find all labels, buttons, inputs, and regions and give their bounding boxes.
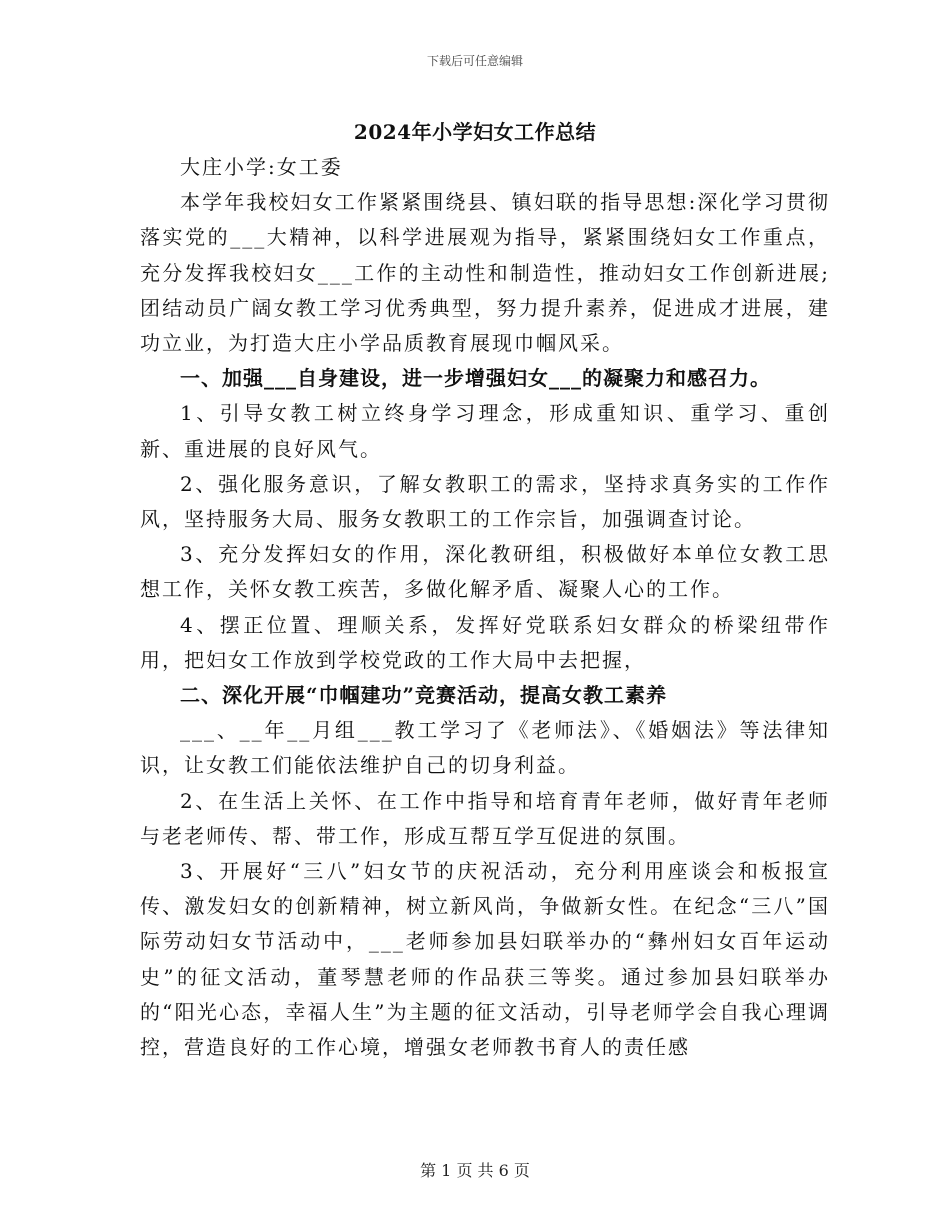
- paragraph-intro: 本学年我校妇女工作紧紧围绕县、镇妇联的指导思想:深化学习贯彻落实党的___大精神，以科学进展观为指导，紧紧围绕妇女工作重点，充分发挥我校妇女___工作的主动性和制造性，推动妇女工作创新进展;团结动员广阔女教工学习优秀典型，努力提升素养，促进成才进展，建功立业，为打造大庄小学品质教育展现巾帼风采。: [140, 190, 830, 356]
- paragraph-item-2-2: 2、在生活上关怀、在工作中指导和培育青年老师，做好青年老师与老老师传、帮、带工作，形成互帮互学互促进的氛围。: [140, 788, 830, 848]
- paragraph-item-1-3: 3、充分发挥妇女的作用，深化教研组，积极做好本单位女教工思想工作，关怀女教工疾苦，多做化解矛盾、凝聚人心的工作。: [140, 542, 830, 602]
- document-title: 2024年小学妇女工作总结: [353, 120, 597, 144]
- paragraph-author: 大庄小学:女工委: [180, 155, 343, 179]
- page-number-footer: 第 1 页 共 6 页: [420, 1161, 530, 1180]
- paragraph-item-1-1: 1、引导女教工树立终身学习理念，形成重知识、重学习、重创新、重进展的良好风气。: [140, 401, 830, 461]
- paragraph-item-2-1: ___、__年__月组___教工学习了《老师法》、《婚姻法》等法律知识，让女教工们能依法维护自己的切身利益。: [140, 718, 830, 778]
- section-heading-2: 二、深化开展“巾帼建功”竞赛活动，提高女教工素养: [180, 683, 668, 708]
- paragraph-item-1-4: 4、摆正位置、理顺关系，发挥好党联系妇女群众的桥梁纽带作用，把妇女工作放到学校党政的工作大局中去把握，: [140, 612, 830, 672]
- page-header-note: 下载后可任意编辑: [426, 54, 523, 68]
- paragraph-item-2-3: 3、开展好“三八”妇女节的庆祝活动，充分利用座谈会和板报宣传、激发妇女的创新精神，树立新风尚，争做新女性。在纪念“三八”国际劳动妇女节活动中，___老师参加县妇联举办的“彝州妇女百年运动史”的征文活动，董琴慧老师的作品获三等奖。通过参加县妇联举办的“阳光心态，幸福人生”为主题的征文活动，引导老师学会自我心理调控，营造良好的工作心境，增强女老师教书育人的责任感: [140, 859, 830, 1060]
- document-body: [140, 150, 830, 1065]
- paragraph-item-1-2: 2、强化服务意识，了解女教职工的需求，坚持求真务实的工作作风，坚持服务大局、服务女教职工的工作宗旨，加强调查讨论。: [140, 471, 830, 532]
- section-heading-1: 一、加强___自身建设，进一步增强妇女___的凝聚力和感召力。: [180, 366, 771, 391]
